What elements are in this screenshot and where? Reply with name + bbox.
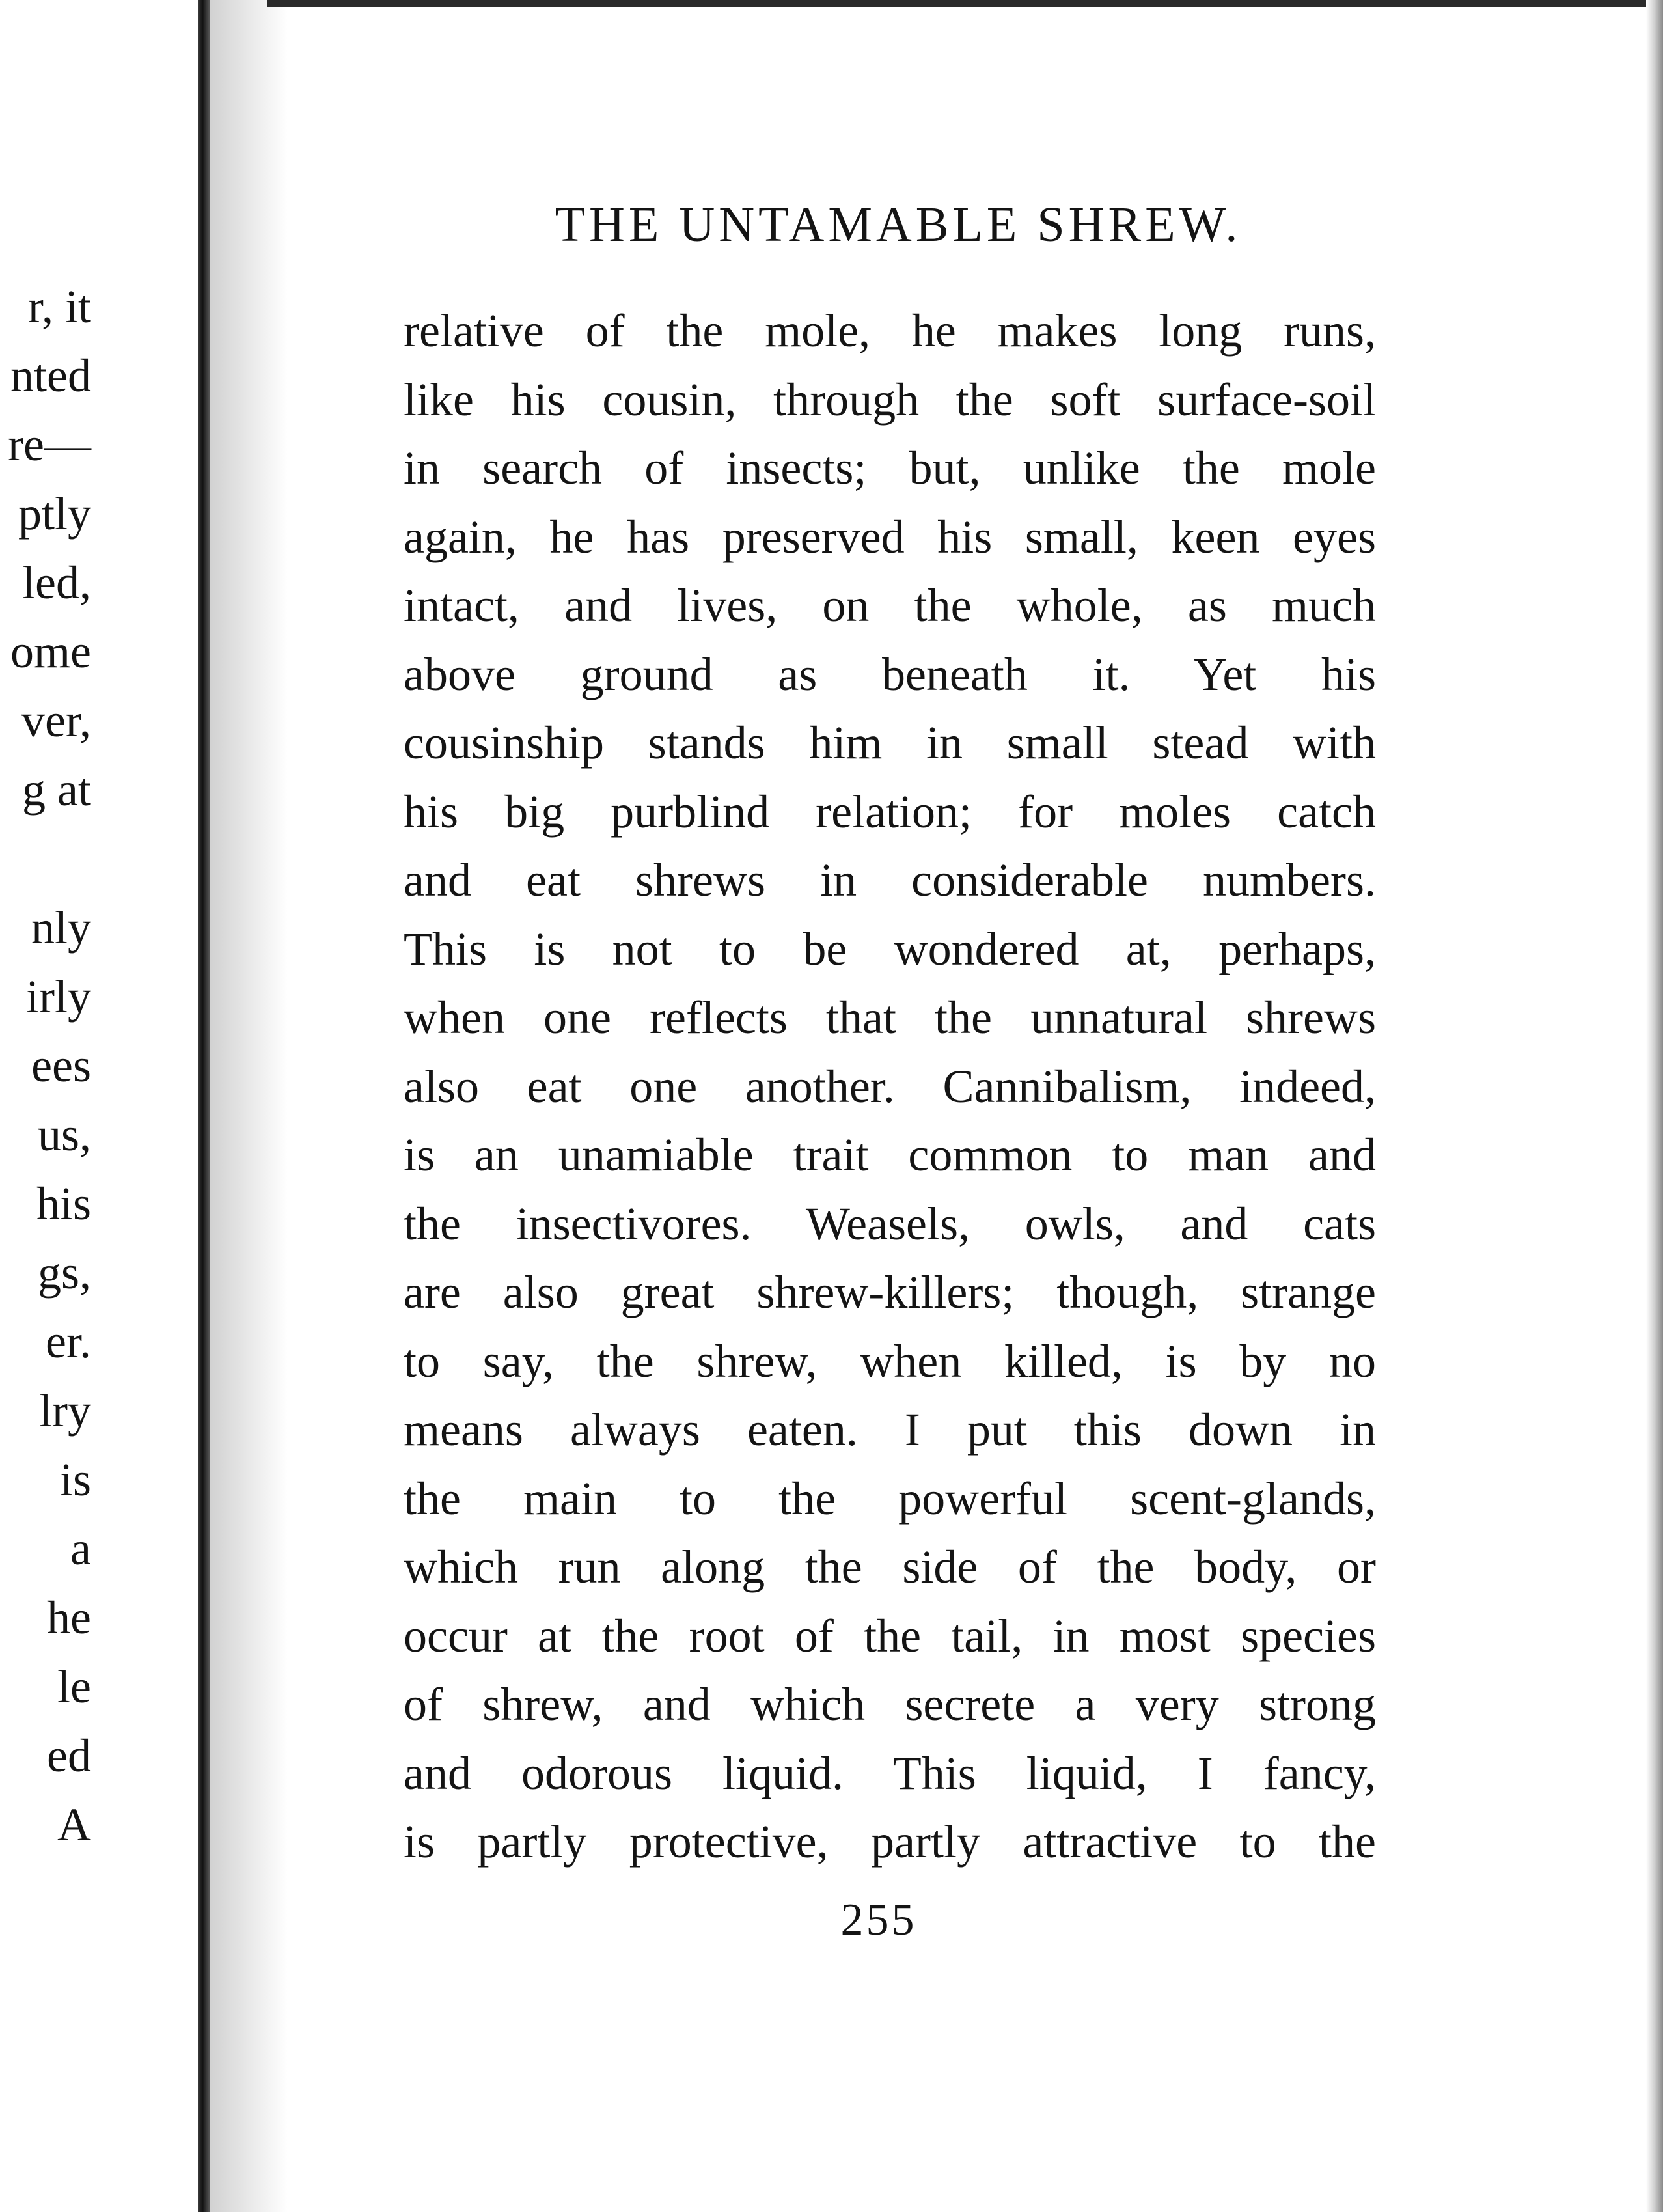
text-line: intact, and lives, on the whole, as much: [404, 579, 1376, 631]
text-line: and eat shrews in considerable numbers.: [404, 854, 1376, 906]
text-line: like his cousin, through the soft surface-soil: [404, 373, 1376, 426]
text-line: the insectivores. Weasels, owls, and cats: [404, 1197, 1376, 1250]
previous-page-text: [8, 272, 91, 1859]
fragment-line: nted: [10, 350, 91, 402]
fragment-line: is: [59, 1454, 91, 1506]
text-line: and odorous liquid. This liquid, I fancy,: [404, 1747, 1376, 1799]
text-line: means always eaten. I put this down in: [404, 1403, 1376, 1456]
text-line: the main to the powerful scent-glands,: [404, 1472, 1376, 1525]
fragment-line: ome: [10, 626, 91, 678]
gutter-shadow: [210, 0, 288, 2212]
text-line: relative of the mole, he makes long runs,: [404, 305, 1376, 357]
text-line: which run along the side of the body, or: [404, 1541, 1376, 1593]
fragment-line: er.: [46, 1316, 91, 1368]
fragment-line: ees: [31, 1040, 91, 1092]
text-line: again, he has preserved his small, keen eyes: [404, 510, 1376, 563]
text-line: is an unamiable trait common to man and: [404, 1129, 1376, 1181]
text-line: his big purblind relation; for moles catch: [404, 785, 1376, 838]
text-line: are also great shrew-killers; though, strange: [404, 1266, 1376, 1318]
book-gutter: [198, 0, 210, 2212]
fragment-line: irly: [26, 971, 91, 1023]
text-line: occur at the root of the tail, in most species: [404, 1609, 1376, 1662]
text-line: This is not to be wondered at, perhaps,: [404, 922, 1376, 975]
fragment-line: us,: [37, 1109, 91, 1161]
page-top-edge: [267, 0, 1663, 7]
fragment-line: gs,: [37, 1247, 91, 1299]
text-line: above ground as beneath it. Yet his: [404, 648, 1376, 700]
fragment-line: g at: [22, 764, 91, 816]
text-line: is partly protective, partly attractive to the: [404, 1816, 1376, 1868]
text-line: in search of insects; but, unlike the mole: [404, 442, 1376, 494]
fragment-line: nly: [31, 902, 91, 954]
fragment-line: A: [57, 1799, 91, 1851]
fragment-line: lry: [39, 1385, 91, 1437]
page-number: 255: [840, 1895, 917, 1945]
text-line: of shrew, and which secrete a very strong: [404, 1678, 1376, 1730]
fragment-paragraph-gap: [8, 824, 91, 893]
text-line: also eat one another. Cannibalism, indeed,: [404, 1060, 1376, 1113]
running-head: THE UNTAMABLE SHREW.: [555, 197, 1242, 252]
fragment-line: led,: [22, 557, 91, 609]
fragment-line: ver,: [21, 695, 91, 747]
fragment-line: his: [36, 1178, 91, 1230]
page-right-edge: [1646, 0, 1663, 2212]
text-line: to say, the shrew, when killed, is by no: [404, 1334, 1376, 1387]
fragment-line: re—: [8, 419, 91, 471]
fragment-line: a: [70, 1523, 91, 1575]
text-line: cousinship stands him in small stead with: [404, 717, 1376, 769]
text-line: when one reflects that the unnatural shrews: [404, 991, 1376, 1044]
fragment-line: he: [47, 1592, 91, 1644]
fragment-line: ptly: [18, 488, 91, 540]
body-text: [404, 297, 1376, 1877]
fragment-line: le: [57, 1661, 91, 1713]
fragment-line: r, it: [27, 281, 91, 333]
fragment-line: ed: [47, 1730, 91, 1782]
